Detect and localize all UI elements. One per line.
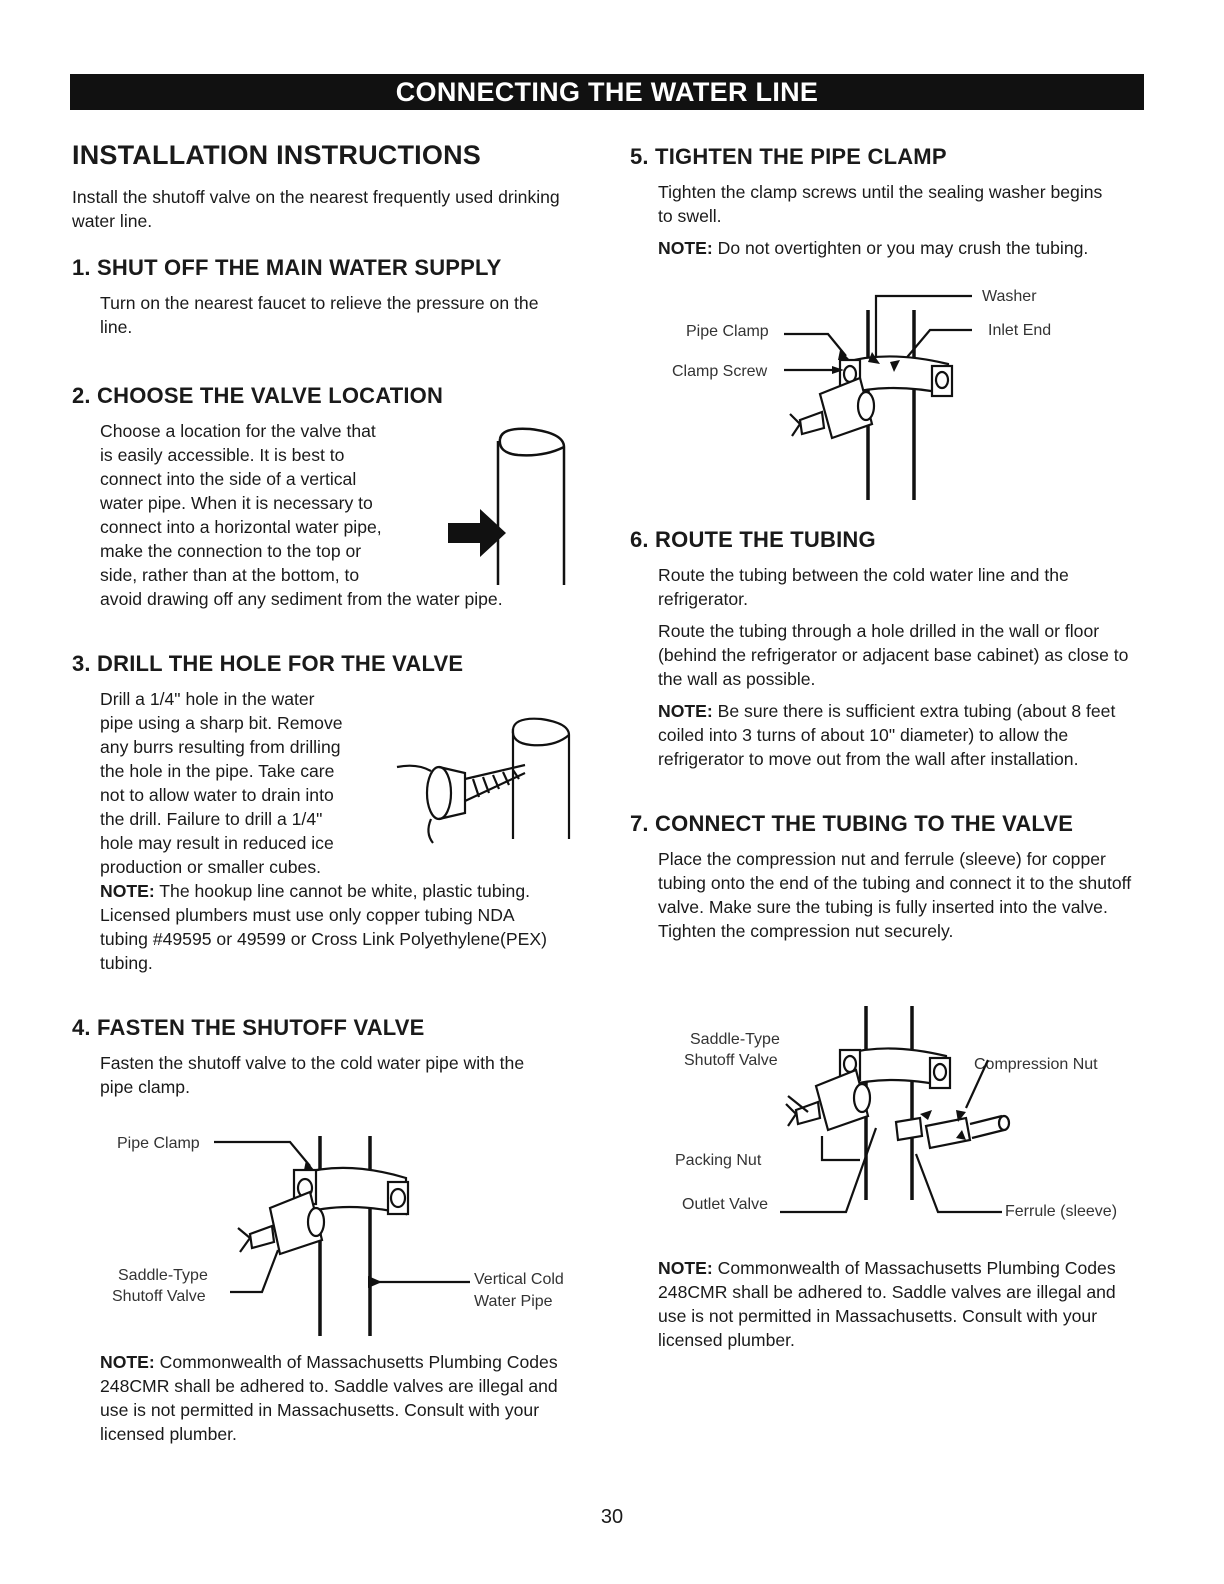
step7-title: 7. CONNECT THE TUBING TO THE VALVE: [630, 811, 1074, 836]
step2-line: make the connection to the top or: [100, 541, 362, 561]
step2-line: side, rather than at the bottom, to: [100, 565, 360, 585]
label-saddle-valve: Shutoff Valve: [684, 1052, 778, 1069]
step7-note: [658, 1256, 1138, 1352]
page-title: INSTALLATION INSTRUCTIONS: [72, 140, 481, 170]
pipe-clamp-diagram: [780, 290, 980, 505]
label-clamp-screw: Clamp Screw: [672, 363, 768, 380]
step4-note: [100, 1350, 580, 1446]
label-ferrule: Ferrule (sleeve): [1005, 1203, 1118, 1220]
step6-text2: Route the tubing through a hole drilled in the wall or floor (behind the refrigerator or adjacent base cabinet) as close to the wall as possible.: [658, 621, 1129, 689]
label-packing-nut: Packing Nut: [675, 1152, 762, 1169]
arrow-icon: [368, 1276, 382, 1288]
step6-note: [630, 699, 1125, 771]
label-pipe-clamp: Pipe Clamp: [117, 1135, 200, 1152]
right-column-lower: [630, 527, 1150, 943]
step4-text: Fasten the shutoff valve to the cold water pipe with the pipe clamp.: [100, 1053, 525, 1097]
label-saddle-valve: Shutoff Valve: [112, 1288, 206, 1305]
step3-line: not to allow water to drain into: [100, 785, 334, 805]
step4-title: 4. FASTEN THE SHUTOFF VALVE: [72, 1015, 425, 1040]
label-pipe-clamp: Pipe Clamp: [686, 323, 769, 340]
step5-title: 5. TIGHTEN THE PIPE CLAMP: [630, 144, 947, 169]
step3-line: hole may result in reduced ice: [100, 833, 334, 853]
page-number: 30: [600, 1506, 624, 1528]
intro-text: Install the shutoff valve on the nearest frequently used drinking water line.: [72, 187, 560, 231]
step2-line: water pipe. When it is necessary to: [100, 493, 373, 513]
note-label: NOTE:: [100, 881, 155, 901]
note-text: Commonwealth of Massachusetts Plumbing Codes 248CMR shall be adhered to. Saddle valves are illegal and use is not permitted in Massachusetts. Consult with your licensed plumber.: [100, 1352, 558, 1444]
step6-text1: Route the tubing between the cold water line and the refrigerator.: [658, 565, 1069, 609]
left-column: [72, 140, 572, 1099]
step1-title: 1. SHUT OFF THE MAIN WATER SUPPLY: [72, 255, 502, 280]
note-text: The hookup line cannot be white, plastic tubing. Licensed plumbers must use only copper tubing NDA tubing #49595 or 49599 or Cross Link Polyethylene(PEX) tubing.: [100, 881, 547, 973]
note-label: NOTE:: [658, 1258, 713, 1278]
right-column: [630, 140, 1150, 260]
shutoff-valve-diagram: [210, 1130, 480, 1340]
step2-line: Choose a location for the valve that: [100, 421, 376, 441]
note-label: NOTE:: [658, 238, 713, 258]
step3-line: Drill a 1/4" hole in the water: [100, 689, 315, 709]
label-saddle-valve: Saddle-Type: [118, 1267, 208, 1284]
step3-title: 3. DRILL THE HOLE FOR THE VALVE: [72, 651, 464, 676]
arrow-icon: [838, 350, 850, 360]
step3-note: [100, 879, 550, 975]
note-text: Do not overtighten or you may crush the tubing.: [712, 238, 1089, 258]
step7-text: Place the compression nut and ferrule (sleeve) for copper tubing onto the end of the tubing and connect it to the shutoff valve. Make sure the tubing is fully inserted into the valve. Tighten the compression nut securely.: [658, 849, 1132, 941]
step5-note: [630, 236, 1160, 260]
step2-line: avoid drawing off any sediment from the water pipe.: [100, 589, 503, 609]
step1-text: Turn on the nearest faucet to relieve the pressure on the line.: [100, 293, 539, 337]
label-compression-nut: Compression Nut: [974, 1056, 1098, 1073]
step2-title: 2. CHOOSE THE VALVE LOCATION: [72, 383, 444, 408]
arrow-icon: [920, 1110, 932, 1120]
note-label: NOTE:: [100, 1352, 155, 1372]
step5-text: Tighten the clamp screws until the sealing washer begins to swell.: [658, 182, 1103, 226]
label-outlet-valve: Outlet Valve: [682, 1196, 768, 1213]
label-vertical-pipe: Vertical Cold: [474, 1271, 564, 1288]
step3-line: production or smaller cubes.: [100, 857, 322, 877]
note-text: Be sure there is sufficient extra tubing (about 8 feet coiled into 3 turns of about 10" diameter) to allow the refrigerator to move out from the wall after installation.: [658, 701, 1116, 769]
step3-line: pipe using a sharp bit. Remove: [100, 713, 343, 733]
label-saddle-valve: Saddle-Type: [690, 1031, 780, 1048]
note-text: Commonwealth of Massachusetts Plumbing Codes 248CMR shall be adhered to. Saddle valves are illegal and use is not permitted in Massachusetts. Consult with your licensed plumber.: [658, 1258, 1116, 1350]
section-banner: CONNECTING THE WATER LINE: [70, 74, 1144, 110]
label-vertical-pipe: Water Pipe: [474, 1293, 553, 1310]
tubing-connection-diagram: [770, 1000, 1030, 1215]
step6-title: 6. ROUTE THE TUBING: [630, 527, 876, 552]
step3-line: the drill. Failure to drill a 1/4": [100, 809, 323, 829]
drill-illustration: [395, 715, 585, 855]
label-inlet-end: Inlet End: [988, 322, 1052, 339]
vertical-pipe-illustration: [440, 425, 580, 590]
step2-line: connect into the side of a vertical: [100, 469, 357, 489]
step3-line: any burrs resulting from drilling: [100, 737, 341, 757]
step2-line: connect into a horizontal water pipe,: [100, 517, 382, 537]
label-washer: Washer: [982, 288, 1037, 305]
step3-line: the hole in the pipe. Take care: [100, 761, 335, 781]
step2-line: is easily accessible. It is best to: [100, 445, 345, 465]
note-label: NOTE:: [658, 701, 713, 721]
